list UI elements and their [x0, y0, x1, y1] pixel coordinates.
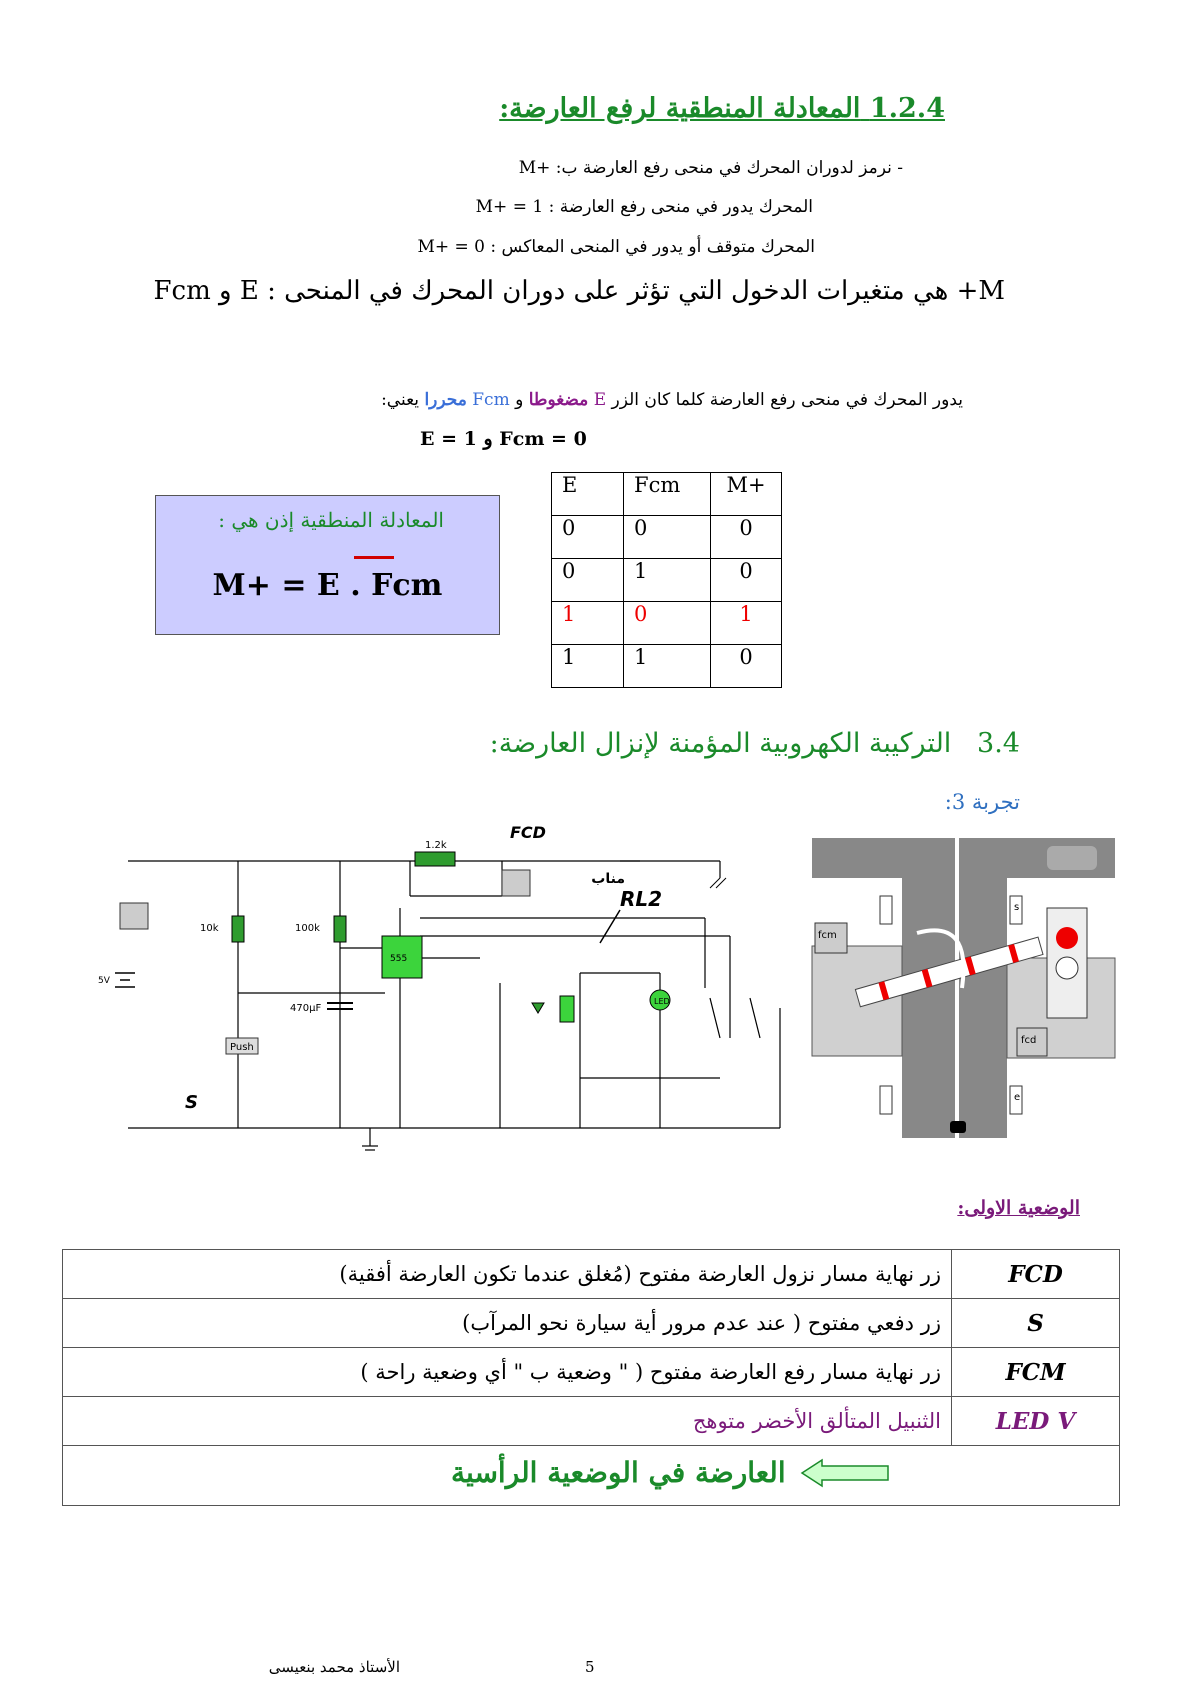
state-value: زر دفعي مفتوح ( عند عدم مرور أية سيارة نحو المرآب) [63, 1299, 952, 1348]
condition-and: و [515, 390, 524, 410]
resistor-1-2k-label: 1.2k [425, 840, 447, 851]
table-cell: 1 [624, 559, 711, 602]
condition-part1: يدور المحرك في منحى رفع العارضة كلما كان الزر [611, 390, 963, 410]
state-key: FCM [952, 1348, 1120, 1397]
left-arrow-icon [800, 1458, 890, 1488]
result-cell [63, 1446, 1120, 1506]
equation-formula: M+ = E . Fcm [212, 568, 443, 603]
condition-means: يعني: [381, 390, 420, 410]
push-label: Push [230, 1042, 254, 1053]
condition-fcm: Fcm [472, 390, 510, 410]
state-table [62, 1249, 1120, 1506]
header-fcm: Fcm [624, 473, 711, 516]
result-text: العارضة في الوضعية الرأسية [451, 1456, 786, 1489]
car-icon [1047, 846, 1097, 870]
truth-table [551, 472, 782, 688]
table-row-highlighted [552, 602, 782, 645]
equation-label: المعادلة المنطقية إذن هي : [218, 508, 444, 532]
condition-values: E = 1 و Fcm = 0 [420, 428, 587, 450]
table-row [63, 1250, 1120, 1299]
condition-line [381, 390, 963, 410]
state-key: LED V [952, 1397, 1120, 1446]
table-cell: 0 [711, 559, 782, 602]
heading-number: 1.2.4 [869, 93, 945, 124]
table-cell: 1 [552, 602, 624, 645]
scene-fcd-label: fcd [1021, 1035, 1037, 1046]
relay-coil-icon [560, 996, 574, 1022]
inputs-statement: Fcm و E : هي متغيرات الدخول التي تؤثر على دوران المحرك في المنحى +M [153, 276, 1005, 306]
relay-label: مناب [591, 871, 625, 887]
negation-bar [354, 556, 394, 559]
table-cell: 0 [552, 559, 624, 602]
notation-line2: M+ = 1 : المحرك يدور في منحى رفع العارضة [475, 197, 813, 217]
fcd-label: FCD [510, 823, 546, 842]
resistor-100k-label: 100k [295, 923, 320, 934]
section-heading [499, 93, 945, 124]
switch-icon [120, 903, 148, 929]
table-row [552, 645, 782, 688]
scene-fcm-label: fcm [818, 930, 837, 941]
circuit-diagram [98, 808, 740, 1158]
state-key: FCD [952, 1250, 1120, 1299]
header-e: E [552, 473, 624, 516]
barrier-scene [812, 838, 1115, 1138]
condition-e: E [593, 390, 607, 410]
page-number: 5 [585, 1658, 595, 1676]
table-row [63, 1397, 1120, 1446]
equation-box [155, 495, 500, 635]
table-cell: 1 [711, 602, 782, 645]
header-m: M+ [711, 473, 782, 516]
section-title: التركيبة الكهروبية المؤمنة لإنزال العارضة: [489, 728, 952, 759]
resistor-10k-label: 10k [200, 923, 219, 934]
heading-title: المعادلة المنطقية لرفع العارضة: [499, 93, 861, 124]
ic-label: 555 [390, 954, 408, 964]
state-title: الوضعية الاولى: [957, 1197, 1080, 1219]
state-value: زر نهاية مسار نزول العارضة مفتوح (مُغلق عندما تكون العارضة أفقية) [63, 1250, 952, 1299]
state-key: S [952, 1299, 1120, 1348]
table-cell: 0 [552, 516, 624, 559]
condition-released: محررا [424, 390, 467, 410]
car-icon [950, 1121, 966, 1133]
table-cell: 0 [624, 516, 711, 559]
footer-author: الأستاذ محمد بنعيسى [268, 1658, 400, 1676]
table-header-row [552, 473, 782, 516]
table-row [552, 559, 782, 602]
result-row [63, 1446, 1120, 1506]
condition-pressed: مضغوطا [528, 390, 589, 410]
experiment-label: تجربة 3: [944, 790, 1020, 814]
notation-line3: M+ = 0 : المحرك متوقف أو يدور في المنحى المعاكس [417, 237, 815, 257]
table-cell: 0 [711, 516, 782, 559]
scene-s-label: s [1014, 902, 1020, 913]
table-row [63, 1299, 1120, 1348]
table-cell: 0 [624, 602, 711, 645]
result-wrapper [451, 1456, 890, 1489]
switch-s-label: S [185, 1092, 198, 1113]
state-value: الثنبيل المتألق الأخضر متوهج [63, 1397, 952, 1446]
relay-name: RL2 [620, 887, 663, 911]
scene-e-label: e [1014, 1092, 1021, 1103]
capacitor-label: 470µF [290, 1003, 322, 1014]
section-3-4-heading [490, 728, 1020, 759]
notation-line1: - نرمز لدوران المحرك في منحى رفع العارضة ب: +M [518, 158, 903, 178]
led-label: LED [654, 997, 670, 1006]
table-row [63, 1348, 1120, 1397]
section-number: 3.4 [977, 728, 1020, 759]
state-value: زر نهاية مسار رفع العارضة مفتوح ( " وضعية ب " أي وضعية راحة ) [63, 1348, 952, 1397]
table-cell: 0 [711, 645, 782, 688]
table-cell: 1 [552, 645, 624, 688]
table-row [552, 516, 782, 559]
battery-label: 5V [98, 976, 110, 986]
table-cell: 1 [624, 645, 711, 688]
fcd-switch-icon [502, 870, 530, 896]
